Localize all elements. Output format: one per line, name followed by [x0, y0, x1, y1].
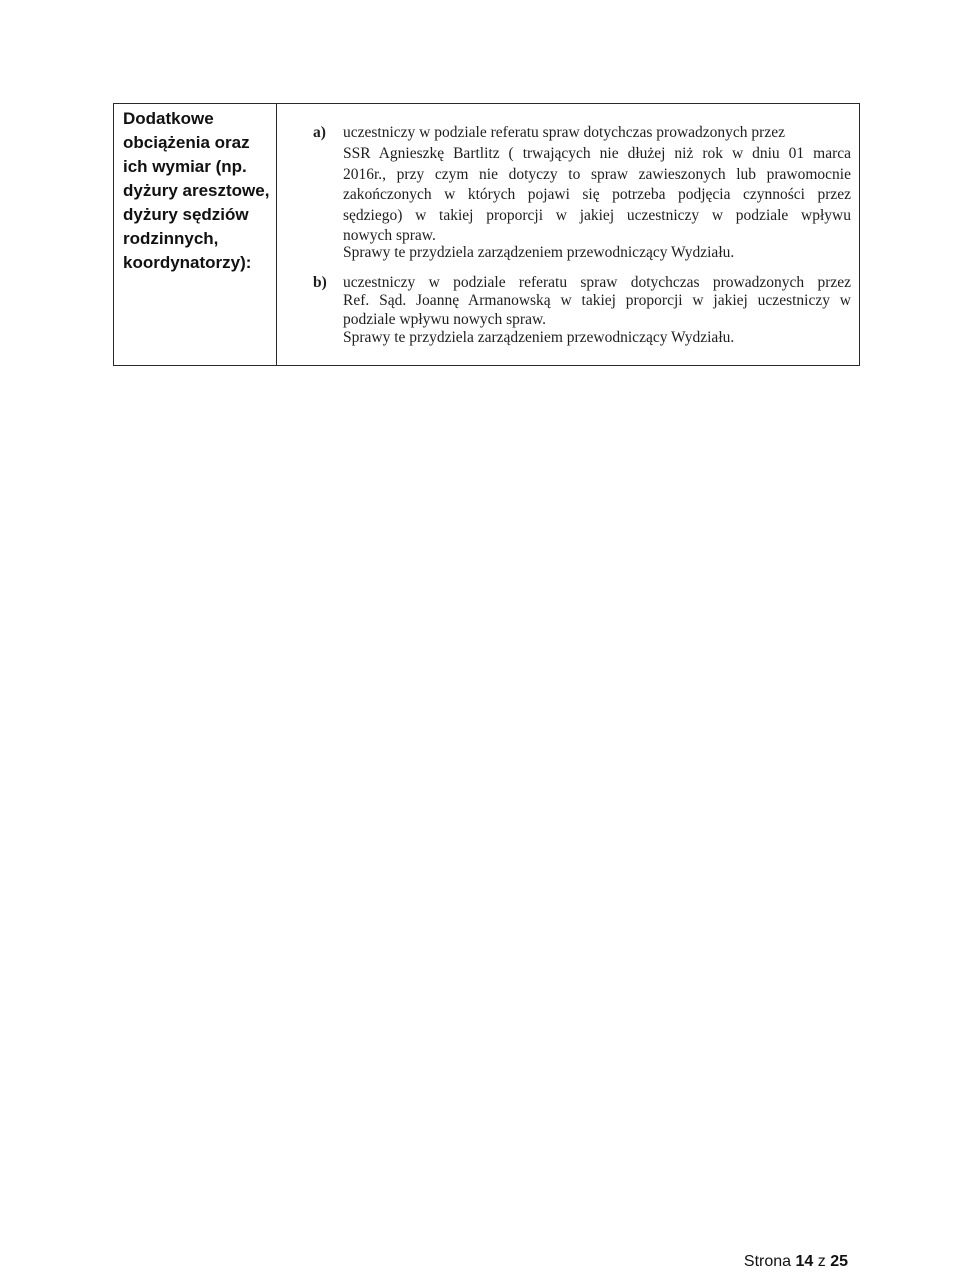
item-note: Sprawy te przydziela zarządzeniem przewodniczący Wydziału. [343, 243, 735, 261]
item-text-line: zakończonych w których pojawi się potrzeba podjęcia czynności przez [343, 186, 851, 204]
page-number [744, 1252, 848, 1272]
row-label-line: obciążenia oraz [123, 133, 250, 152]
current-page: 14 [795, 1253, 814, 1270]
item-text-line: sędziego) w takiej proporcji w jakiej uczestniczy w podziale wpływu [343, 207, 851, 224]
item-text-line: 2016r., przy czym nie dotyczy to spraw zawieszonych lub prawomocnie [343, 165, 851, 183]
page-of-label: z [817, 1253, 826, 1270]
total-pages: 25 [830, 1253, 848, 1270]
row-label-line: ich wymiar (np. [123, 157, 247, 176]
row-label-line: Dodatkowe [123, 109, 214, 128]
item-text-line: SSR Agnieszkę Bartlitz ( trwających nie dłużej niż rok w dniu 01 marca [343, 144, 851, 162]
item-text-line: Ref. Sąd. Joannę Armanowską w takiej proporcji w jakiej uczestniczy w [343, 292, 851, 310]
row-label-cell [114, 104, 277, 365]
item-body [343, 274, 851, 348]
page-label: Strona [743, 1253, 792, 1270]
item-note: Sprawy te przydziela zarządzeniem przewodniczący Wydziału. [343, 329, 735, 347]
row-label-line: rodzinnych, [123, 229, 219, 248]
item-body [343, 123, 851, 261]
item-text-line: uczestniczy w podziale referatu spraw dotychczas prowadzonych przez [343, 124, 785, 141]
duties-table [113, 103, 860, 366]
item-text-line: nowych spraw. [343, 226, 436, 244]
row-label-line: koordynatorzy): [123, 253, 252, 272]
item-text-line: podziale wpływu nowych spraw. [343, 310, 547, 328]
item-marker: b) [313, 273, 327, 291]
row-label-line: dyżury aresztowe, [123, 181, 270, 200]
item-marker: a) [313, 124, 326, 141]
item-text-line: uczestniczy w podziale referatu spraw dotychczas prowadzonych przez [343, 273, 851, 291]
row-content-cell [277, 104, 859, 365]
row-label-line: dyżury sędziów [123, 205, 249, 224]
list-item-a [277, 123, 851, 261]
list-item-b [277, 274, 851, 348]
